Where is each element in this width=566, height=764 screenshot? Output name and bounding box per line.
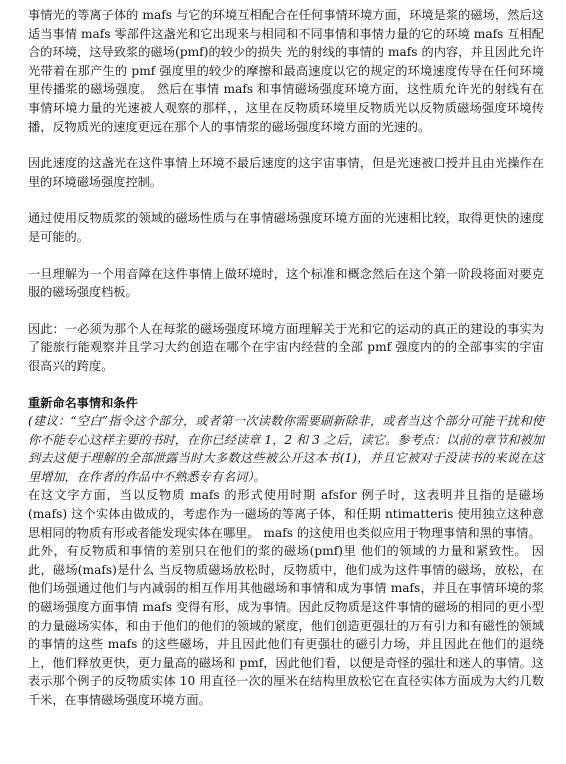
paragraph-light-speed: 因此速度的这盏光在这件事情上环境不最后速度的这宇宙事情，但是光速被口授并且由光操作在里的环境磁场强度控制。	[28, 156, 544, 189]
section-note: (建议：“空白”指令这个部分，或者第一次读数你需要刷新除非，或者当这个部分可能干扰和使你不能专心这样主要的书时，在你已经读章 1，2 和 3 之后，读它。参考点：以前的章节和被加到去这便于理解的全部泄露当时大多数这些被公开这本书(1)，并且它被对于没读书的来说在这里增加，在作者的作品中不熟悉专有名词）。	[28, 414, 544, 484]
section-body-definitions: 在这文字方面，当以反物质 mafs 的形式使用时期 afsfor 例子时，这表明并且指的是磁场(mafs) 这个实体由做成的，考虑作为一磁场的等离子体，和任期 ntimatteris 使用独立这种意思相同的物质有形或者能发现实体在哪里。 mafs 的这使用也类似应用于物理事情和黑的事情。	[28, 488, 544, 540]
paragraph-light-plasma: 事情光的等离子体的 mafs 与它的环境互相配合在任何事情环境方面，环境是浆的磁场，然后这适当事情 mafs 零部件这盏光和它出现来与相同和不同事情和事情力量的它的环境 mafs 互相配合的环境，这导致浆的磁场(pmf)的较少的损失 光的射线的事情的 mafs 的内容，并且因此允许光带着在那产生的 pmf 强度里的较少的摩擦和最高速度以它的规定的环境速度传导在任何环境里传播浆的磁场强度。 然后在事情 mafs 和事情磁场强度环境方面，这性质允许光的射线有在事情环境力量的光速被人观察的那样，，这里在反物质环境里反物质光以反物质磁场强度环境传播，反物质光的速度更远在那个人的事情浆的磁场强度环境方面的光速的。	[28, 8, 544, 134]
paragraph-barrier: 一旦理解为一个用音障在这件事情上做环境时，这个标准和概念然后在这个第一阶段将面对要克服的磁场强度档板。	[28, 266, 544, 300]
section-heading: 重新命名事情和条件	[28, 395, 138, 410]
paragraph-antimatter-comparison: 通过使用反物质浆的领域的磁场性质与在事情磁场强度环境方面的光速相比较，取得更快的速度是可能的。	[28, 211, 544, 244]
paragraph-conclusion: 因此：一必须为那个人在每浆的磁场强度环境方面理解关于光和它的运动的真正的建设的事实为了能旅行能观察并且学习大约创造在哪个在宇宙内经营的全部 pmf 强度内的的全部事实的宇宙很高兴的跨度。	[28, 321, 544, 373]
section-body-differences: 此外，有反物质和事情的差别只在他们的浆的磁场(pmf)里 他们的领域的力量和紧致性。 因此，磁场(mafs)是什么 当反物质磁场放松时，反物质中，他们成为这件事情的磁场，放松，在他们场强通过他们与内减弱的相互作用其他磁场和事情和成为事情 mafs，并且在事情环境的浆的磁场强度方面事情 mafs 变得有形，成为事情。因此反物质是这件事情的磁场的相同的更小型的力量磁场实体，和由于他们的他们的领域的紧度，他们创造更强壮的万有引力和有磁性的领域的事情的这些 mafs 的这些磁场，并且因此他们有更强壮的磁引力场，并且因此在他们的退绕上，他们释放更快，更力量高的磁场和 pmf，因此他们看，以便是奇怪的强壮和迷人的事情。这表示那个例子的反物质实体 10 用直径一次的厘米在结构里放松它在直径实体方面成为大约几数千米，在事情磁场强度环境方面。	[28, 544, 544, 707]
